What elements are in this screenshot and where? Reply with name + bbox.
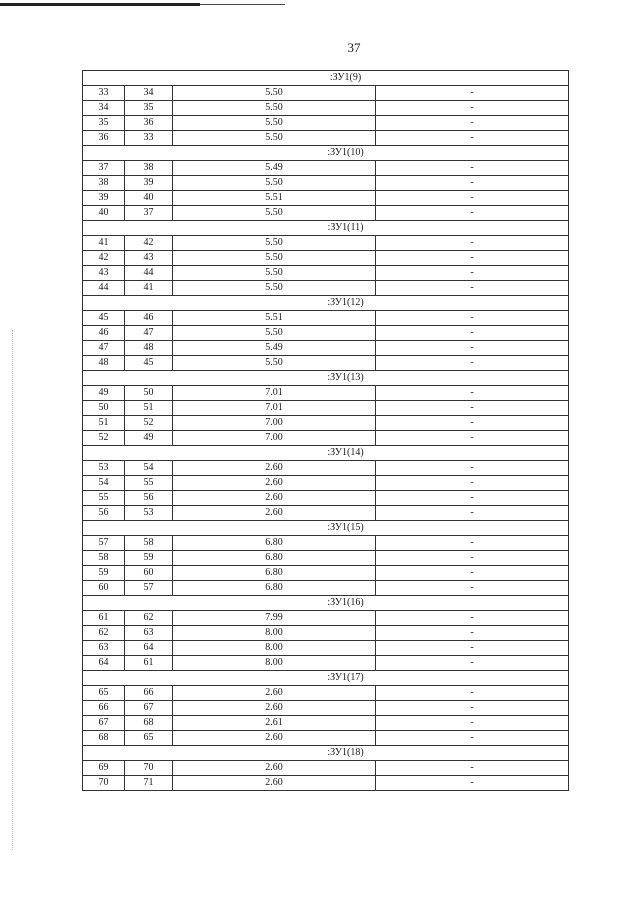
length-cell: 7.00 [173, 416, 376, 431]
length-cell: 8.00 [173, 656, 376, 671]
table-row [83, 236, 569, 251]
table-row [83, 311, 569, 326]
to-point-cell: 46 [125, 311, 173, 326]
note-cell: - [376, 476, 569, 491]
from-point-cell: 68 [83, 731, 125, 746]
from-point-cell: 66 [83, 701, 125, 716]
length-cell: 6.80 [173, 536, 376, 551]
length-cell: 2.61 [173, 716, 376, 731]
length-cell: 7.99 [173, 611, 376, 626]
to-point-cell: 56 [125, 491, 173, 506]
length-cell: 5.49 [173, 341, 376, 356]
length-cell: 8.00 [173, 641, 376, 656]
table-row [83, 161, 569, 176]
note-cell: - [376, 191, 569, 206]
note-cell: - [376, 701, 569, 716]
group-label: :ЗУ1(14) [83, 446, 569, 461]
from-point-cell: 39 [83, 191, 125, 206]
length-cell: 5.50 [173, 251, 376, 266]
length-cell: 5.51 [173, 191, 376, 206]
table-row [83, 281, 569, 296]
from-point-cell: 34 [83, 101, 125, 116]
to-point-cell: 59 [125, 551, 173, 566]
note-cell: - [376, 341, 569, 356]
length-cell: 5.50 [173, 206, 376, 221]
length-cell: 6.80 [173, 551, 376, 566]
table-row [83, 551, 569, 566]
group-header-row [83, 146, 569, 161]
length-cell: 5.49 [173, 161, 376, 176]
to-point-cell: 36 [125, 116, 173, 131]
table-row [83, 656, 569, 671]
to-point-cell: 55 [125, 476, 173, 491]
to-point-cell: 48 [125, 341, 173, 356]
from-point-cell: 62 [83, 626, 125, 641]
group-header-row [83, 446, 569, 461]
from-point-cell: 41 [83, 236, 125, 251]
table-row [83, 431, 569, 446]
note-cell: - [376, 731, 569, 746]
to-point-cell: 58 [125, 536, 173, 551]
to-point-cell: 45 [125, 356, 173, 371]
table-row [83, 761, 569, 776]
table-body [83, 71, 569, 791]
from-point-cell: 57 [83, 536, 125, 551]
from-point-cell: 60 [83, 581, 125, 596]
from-point-cell: 44 [83, 281, 125, 296]
from-point-cell: 35 [83, 116, 125, 131]
length-cell: 5.50 [173, 326, 376, 341]
group-label: :ЗУ1(13) [83, 371, 569, 386]
length-cell: 2.60 [173, 491, 376, 506]
note-cell: - [376, 131, 569, 146]
from-point-cell: 33 [83, 86, 125, 101]
group-label: :ЗУ1(18) [83, 746, 569, 761]
note-cell: - [376, 116, 569, 131]
length-cell: 5.50 [173, 101, 376, 116]
to-point-cell: 44 [125, 266, 173, 281]
to-point-cell: 38 [125, 161, 173, 176]
table-row [83, 86, 569, 101]
table-row [83, 581, 569, 596]
from-point-cell: 54 [83, 476, 125, 491]
to-point-cell: 70 [125, 761, 173, 776]
table-row [83, 686, 569, 701]
table-row [83, 701, 569, 716]
note-cell: - [376, 176, 569, 191]
note-cell: - [376, 161, 569, 176]
to-point-cell: 65 [125, 731, 173, 746]
table-row [83, 416, 569, 431]
group-header-row [83, 671, 569, 686]
table-row [83, 566, 569, 581]
length-cell: 2.60 [173, 461, 376, 476]
note-cell: - [376, 761, 569, 776]
table-row [83, 266, 569, 281]
length-cell: 5.50 [173, 176, 376, 191]
to-point-cell: 39 [125, 176, 173, 191]
note-cell: - [376, 281, 569, 296]
to-point-cell: 41 [125, 281, 173, 296]
table-row [83, 731, 569, 746]
to-point-cell: 61 [125, 656, 173, 671]
group-label: :ЗУ1(10) [83, 146, 569, 161]
length-cell: 5.50 [173, 131, 376, 146]
from-point-cell: 46 [83, 326, 125, 341]
note-cell: - [376, 401, 569, 416]
note-cell: - [376, 536, 569, 551]
to-point-cell: 67 [125, 701, 173, 716]
group-header-row [83, 596, 569, 611]
to-point-cell: 53 [125, 506, 173, 521]
table-row [83, 641, 569, 656]
note-cell: - [376, 266, 569, 281]
table-row [83, 356, 569, 371]
table-row [83, 341, 569, 356]
note-cell: - [376, 236, 569, 251]
table-row [83, 176, 569, 191]
length-cell: 5.50 [173, 236, 376, 251]
note-cell: - [376, 581, 569, 596]
table-row [83, 386, 569, 401]
to-point-cell: 47 [125, 326, 173, 341]
group-label: :ЗУ1(16) [83, 596, 569, 611]
to-point-cell: 60 [125, 566, 173, 581]
length-cell: 2.60 [173, 701, 376, 716]
note-cell: - [376, 776, 569, 791]
margin-scan-dots [12, 330, 15, 850]
length-cell: 2.60 [173, 731, 376, 746]
table-row [83, 101, 569, 116]
group-header-row [83, 371, 569, 386]
from-point-cell: 45 [83, 311, 125, 326]
to-point-cell: 57 [125, 581, 173, 596]
table-row [83, 401, 569, 416]
from-point-cell: 50 [83, 401, 125, 416]
note-cell: - [376, 491, 569, 506]
from-point-cell: 49 [83, 386, 125, 401]
group-label: :ЗУ1(12) [83, 296, 569, 311]
to-point-cell: 63 [125, 626, 173, 641]
note-cell: - [376, 431, 569, 446]
length-cell: 7.00 [173, 431, 376, 446]
length-cell: 5.50 [173, 86, 376, 101]
length-cell: 2.60 [173, 476, 376, 491]
length-cell: 8.00 [173, 626, 376, 641]
from-point-cell: 67 [83, 716, 125, 731]
table-row [83, 326, 569, 341]
from-point-cell: 55 [83, 491, 125, 506]
to-point-cell: 33 [125, 131, 173, 146]
to-point-cell: 51 [125, 401, 173, 416]
to-point-cell: 54 [125, 461, 173, 476]
group-header-row [83, 746, 569, 761]
from-point-cell: 61 [83, 611, 125, 626]
from-point-cell: 65 [83, 686, 125, 701]
group-label: :ЗУ1(9) [83, 71, 569, 86]
table-row [83, 461, 569, 476]
to-point-cell: 64 [125, 641, 173, 656]
to-point-cell: 50 [125, 386, 173, 401]
table-row [83, 536, 569, 551]
length-cell: 5.50 [173, 266, 376, 281]
group-label: :ЗУ1(11) [83, 221, 569, 236]
to-point-cell: 37 [125, 206, 173, 221]
to-point-cell: 34 [125, 86, 173, 101]
from-point-cell: 56 [83, 506, 125, 521]
length-cell: 7.01 [173, 386, 376, 401]
note-cell: - [376, 311, 569, 326]
note-cell: - [376, 386, 569, 401]
from-point-cell: 37 [83, 161, 125, 176]
group-header-row [83, 296, 569, 311]
note-cell: - [376, 551, 569, 566]
note-cell: - [376, 656, 569, 671]
note-cell: - [376, 611, 569, 626]
table-row [83, 506, 569, 521]
table-row [83, 776, 569, 791]
table-row [83, 611, 569, 626]
from-point-cell: 43 [83, 266, 125, 281]
table-row [83, 476, 569, 491]
note-cell: - [376, 326, 569, 341]
note-cell: - [376, 206, 569, 221]
group-label: :ЗУ1(15) [83, 521, 569, 536]
from-point-cell: 59 [83, 566, 125, 581]
table-row [83, 206, 569, 221]
from-point-cell: 47 [83, 341, 125, 356]
group-label: :ЗУ1(17) [83, 671, 569, 686]
from-point-cell: 63 [83, 641, 125, 656]
from-point-cell: 52 [83, 431, 125, 446]
group-header-row [83, 71, 569, 86]
note-cell: - [376, 506, 569, 521]
note-cell: - [376, 86, 569, 101]
length-cell: 5.50 [173, 356, 376, 371]
from-point-cell: 53 [83, 461, 125, 476]
note-cell: - [376, 626, 569, 641]
note-cell: - [376, 416, 569, 431]
to-point-cell: 71 [125, 776, 173, 791]
table-row [83, 131, 569, 146]
from-point-cell: 38 [83, 176, 125, 191]
from-point-cell: 48 [83, 356, 125, 371]
from-point-cell: 70 [83, 776, 125, 791]
length-cell: 2.60 [173, 686, 376, 701]
note-cell: - [376, 566, 569, 581]
from-point-cell: 40 [83, 206, 125, 221]
length-cell: 2.60 [173, 761, 376, 776]
length-cell: 5.50 [173, 281, 376, 296]
note-cell: - [376, 686, 569, 701]
to-point-cell: 35 [125, 101, 173, 116]
boundary-segments-table [82, 70, 569, 791]
table-row [83, 251, 569, 266]
table-row [83, 491, 569, 506]
to-point-cell: 49 [125, 431, 173, 446]
length-cell: 2.60 [173, 506, 376, 521]
length-cell: 7.01 [173, 401, 376, 416]
table-row [83, 116, 569, 131]
top-rule-thin [200, 4, 285, 5]
length-cell: 5.50 [173, 116, 376, 131]
from-point-cell: 58 [83, 551, 125, 566]
to-point-cell: 40 [125, 191, 173, 206]
from-point-cell: 69 [83, 761, 125, 776]
table-row [83, 716, 569, 731]
length-cell: 6.80 [173, 566, 376, 581]
note-cell: - [376, 641, 569, 656]
to-point-cell: 42 [125, 236, 173, 251]
from-point-cell: 51 [83, 416, 125, 431]
group-header-row [83, 521, 569, 536]
to-point-cell: 62 [125, 611, 173, 626]
note-cell: - [376, 461, 569, 476]
to-point-cell: 43 [125, 251, 173, 266]
length-cell: 6.80 [173, 581, 376, 596]
group-header-row [83, 221, 569, 236]
page-number: 37 [347, 40, 361, 55]
table-row [83, 191, 569, 206]
to-point-cell: 52 [125, 416, 173, 431]
from-point-cell: 36 [83, 131, 125, 146]
note-cell: - [376, 101, 569, 116]
table-row [83, 626, 569, 641]
top-rule [0, 3, 200, 6]
to-point-cell: 66 [125, 686, 173, 701]
to-point-cell: 68 [125, 716, 173, 731]
note-cell: - [376, 356, 569, 371]
note-cell: - [376, 251, 569, 266]
from-point-cell: 64 [83, 656, 125, 671]
length-cell: 2.60 [173, 776, 376, 791]
length-cell: 5.51 [173, 311, 376, 326]
from-point-cell: 42 [83, 251, 125, 266]
note-cell: - [376, 716, 569, 731]
